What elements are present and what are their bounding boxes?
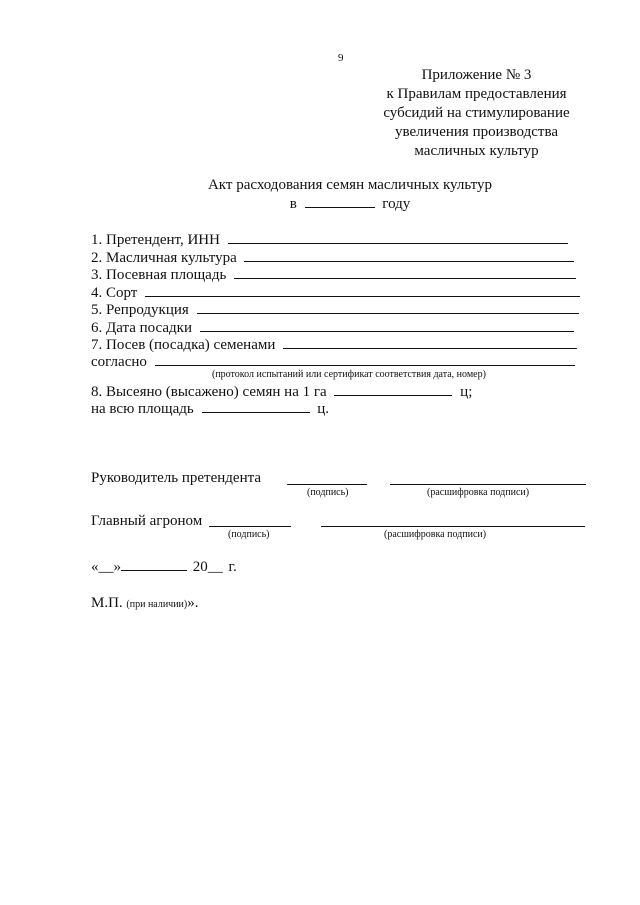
unit-label: ц. <box>317 401 330 417</box>
field-variety <box>91 285 580 302</box>
date-year-suffix: г. <box>228 559 237 575</box>
variety-blank[interactable] <box>145 285 580 297</box>
field-label: 7. Посев (посадка) семенами <box>91 337 276 353</box>
applicant-blank[interactable] <box>228 232 568 244</box>
field-label: 8. Высеяно (высажено) семян на 1 га <box>91 384 327 400</box>
year-blank[interactable] <box>305 196 375 208</box>
area-blank[interactable] <box>234 267 576 279</box>
title-line: Акт расходования семян масличных культур <box>207 177 493 193</box>
appendix-header <box>354 66 599 161</box>
unit-label: ц; <box>460 384 473 400</box>
sown-per-ha-blank[interactable] <box>334 384 452 396</box>
crop-blank[interactable] <box>244 250 574 262</box>
agronom-decode-line[interactable] <box>321 526 585 527</box>
title-year-line <box>120 195 580 214</box>
seeds-blank[interactable] <box>283 337 577 349</box>
date-line <box>91 559 237 576</box>
field-label: на всю площадь <box>91 401 194 417</box>
head-decode-line[interactable] <box>390 484 586 485</box>
field-label: согласно <box>91 354 147 370</box>
appendix-line: увеличения производства <box>395 124 558 140</box>
sown-total-blank[interactable] <box>202 401 310 413</box>
document-title <box>120 176 580 214</box>
date-quote: «__» <box>91 559 121 575</box>
decode-hint: (расшифровка подписи) <box>427 487 530 498</box>
stamp-hint: (при наличии) <box>126 599 188 610</box>
title-year-suffix: году <box>382 196 411 212</box>
date-year-prefix: 20__ <box>192 559 223 575</box>
agronom-label: Главный агроном <box>91 513 203 529</box>
field-seeds <box>91 337 577 354</box>
field-sown-total <box>91 401 329 418</box>
appendix-line: Приложение № 3 <box>421 67 532 83</box>
page-number: 9 <box>338 52 344 64</box>
appendix-line: к Правилам предоставления <box>386 86 567 102</box>
stamp-close: ». <box>187 595 199 611</box>
decode-hint: (расшифровка подписи) <box>384 529 487 540</box>
field-crop <box>91 250 574 267</box>
head-label: Руководитель претендента <box>91 470 262 486</box>
agronom-signature-line[interactable] <box>209 526 291 527</box>
field-label: 5. Репродукция <box>91 302 189 318</box>
stamp-line <box>91 595 199 613</box>
field-reproduction <box>91 302 579 319</box>
field-sown-per-ha <box>91 384 472 401</box>
reproduction-blank[interactable] <box>197 302 579 314</box>
protocol-hint: (протокол испытаний или сертификат соответствия дата, номер) <box>212 369 486 380</box>
appendix-line: масличных культур <box>414 143 539 159</box>
planting-date-blank[interactable] <box>200 320 574 332</box>
field-planting-date <box>91 320 574 337</box>
field-label: 3. Посевная площадь <box>91 267 227 283</box>
field-label: 1. Претендент, ИНН <box>91 232 220 248</box>
field-label: 4. Сорт <box>91 285 138 301</box>
field-area <box>91 267 576 284</box>
signature-hint: (подпись) <box>307 487 349 498</box>
field-applicant <box>91 232 568 249</box>
signature-hint: (подпись) <box>228 529 270 540</box>
appendix-line: субсидий на стимулирование <box>383 105 570 121</box>
field-label: 2. Масличная культура <box>91 250 237 266</box>
date-month-blank[interactable] <box>121 559 187 571</box>
title-year-prefix: в <box>289 196 297 212</box>
field-label: 6. Дата посадки <box>91 320 192 336</box>
according-blank[interactable] <box>155 354 575 366</box>
head-signature-line[interactable] <box>287 484 367 485</box>
stamp-label: М.П. <box>91 595 123 611</box>
